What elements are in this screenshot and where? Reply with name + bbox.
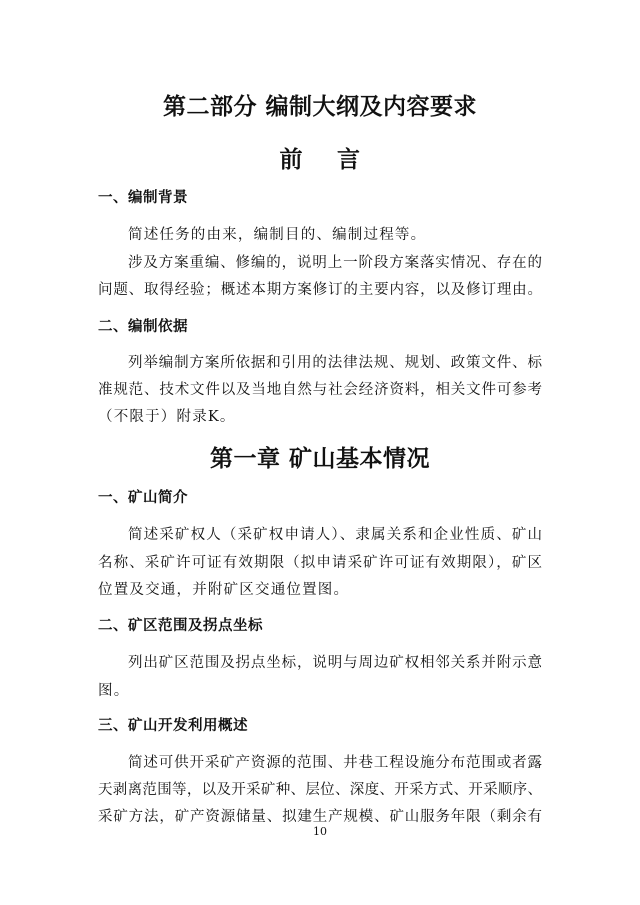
paragraph-line: 采矿方法，矿产资源储量、拟建生产规模、矿山服务年限（剩余有: [98, 809, 542, 825]
paragraph-line: 名称、采矿许可证有效期限（拟申请采矿许可证有效期限），矿区: [98, 555, 542, 571]
paragraph-line: 简述任务的由来，编制目的、编制过程等。: [128, 227, 427, 243]
paragraph-line: （不限于）附录K。: [98, 409, 236, 425]
paragraph-line: 问题、取得经验；概述本期方案修订的主要内容，以及修订理由。: [98, 282, 542, 298]
page-number: 10: [313, 825, 327, 838]
chapter-title: 第一章 矿山基本情况: [209, 446, 430, 472]
paragraph-line: 图。: [98, 683, 130, 699]
paragraph-line: 列出矿区范围及拐点坐标，说明与周边矿权相邻关系并附示意: [128, 655, 542, 671]
paragraph-line: 天剥离范围等，以及开采矿种、层位、深度、开采方式、开采顺序、: [98, 782, 542, 798]
paragraph-line: 位置及交通，并附矿区交通位置图。: [98, 582, 350, 598]
paragraph-line: 涉及方案重编、修编的，说明上一阶段方案落实情况、存在的: [128, 255, 542, 271]
part-title: 第二部分 编制大纲及内容要求: [162, 94, 477, 120]
section-heading-mine-intro: 一、矿山简介: [98, 490, 188, 506]
preface-title: 前 言: [279, 147, 361, 173]
section-heading-basis: 二、编制依据: [98, 319, 188, 335]
paragraph-line: 列举编制方案所依据和引用的法律法规、规划、政策文件、标: [128, 355, 542, 371]
section-heading-scope: 二、矿区范围及拐点坐标: [98, 618, 263, 634]
section-heading-development: 三、矿山开发利用概述: [98, 718, 248, 734]
paragraph-line: 简述可供开采矿产资源的范围、井巷工程设施分布范围或者露: [128, 755, 542, 771]
paragraph-line: 简述采矿权人（采矿权申请人）、隶属关系和企业性质、矿山: [128, 527, 542, 543]
section-heading-background: 一、编制背景: [98, 190, 188, 206]
paragraph-line: 准规范、技术文件以及当地自然与社会经济资料，相关文件可参考: [98, 382, 542, 398]
